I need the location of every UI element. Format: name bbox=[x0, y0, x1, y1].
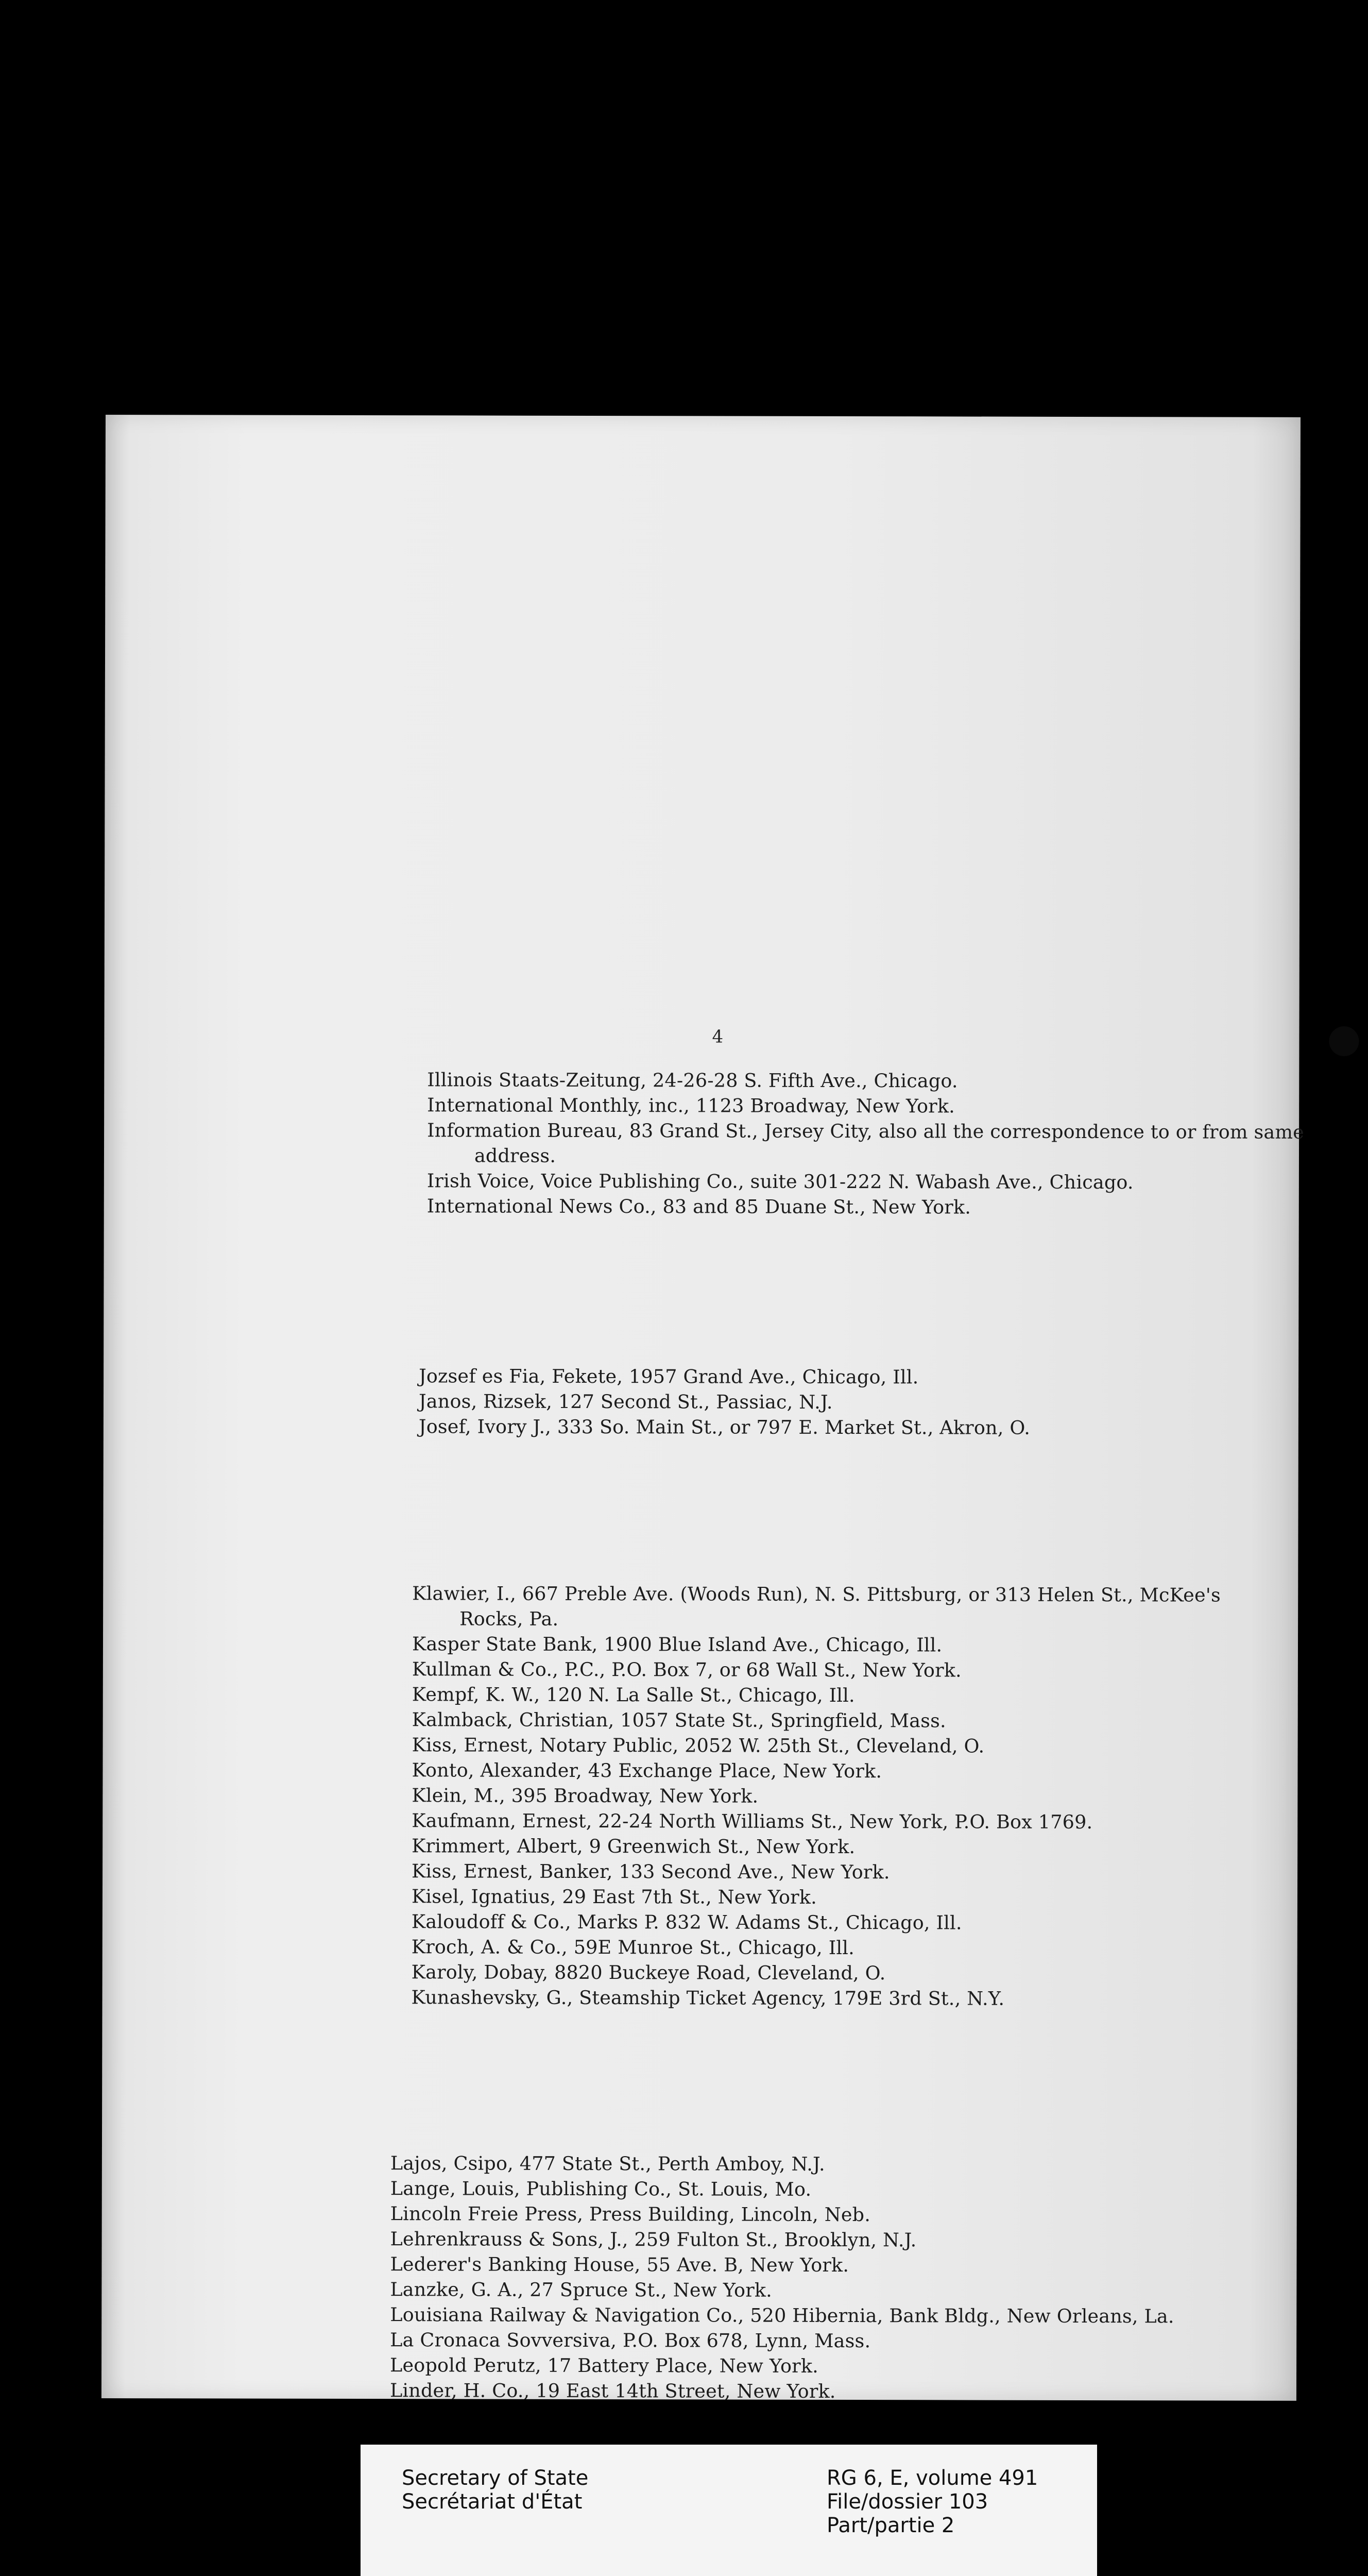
list-item: Lederer's Banking House, 55 Ave. B, New York. bbox=[390, 2253, 849, 2277]
entry-line: Information Bureau, 83 Grand St., Jersey City, also all the correspondence to or from same bbox=[427, 1119, 1305, 1143]
document-page bbox=[101, 415, 1305, 2402]
section-j-entries bbox=[419, 1363, 1031, 1440]
list-item: Lange, Louis, Publishing Co., St. Louis, Mo. bbox=[390, 2177, 812, 2200]
fonds-label-fr: Secrétariat d'État bbox=[402, 2490, 583, 2514]
list-item: Konto, Alexander, 43 Exchange Place, New York. bbox=[412, 1759, 882, 1783]
list-item bbox=[412, 1581, 1221, 1633]
list-item: Kiss, Ernest, Banker, 133 Second Ave., New York. bbox=[412, 1860, 890, 1884]
list-item: Illinois Staats-Zeitung, 24-26-28 S. Fifth Ave., Chicago. bbox=[427, 1069, 958, 1092]
entry-continuation: address. bbox=[474, 1144, 556, 1167]
list-item: Lincoln Freie Press, Press Building, Lincoln, Neb. bbox=[390, 2202, 871, 2226]
punch-hole bbox=[1329, 1026, 1359, 1056]
list-item: Krimmert, Albert, 9 Greenwich St., New York. bbox=[412, 1835, 856, 1858]
fonds-label bbox=[402, 2466, 588, 2514]
list-item: Lanzke, G. A., 27 Spruce St., New York. bbox=[390, 2278, 773, 2301]
section-l-entries bbox=[390, 2150, 1174, 2404]
section-i-entries bbox=[427, 1067, 1305, 1221]
list-item: Kalmback, Christian, 1057 State St., Springfield, Mass. bbox=[412, 1708, 946, 1732]
list-item: Kaloudoff & Co., Marks P. 832 W. Adams St., Chicago, Ill. bbox=[411, 1910, 962, 1934]
list-item: Linder, H. Co., 19 East 14th Street, New York. bbox=[389, 2379, 836, 2402]
reference-volume: RG 6, E, volume 491 bbox=[827, 2466, 1038, 2490]
reference-file: File/dossier 103 bbox=[827, 2490, 988, 2514]
list-item: Kullman & Co., P.C., P.O. Box 7, or 68 Wall St., New York. bbox=[412, 1658, 962, 1682]
list-item: International Monthly, inc., 1123 Broadway, New York. bbox=[427, 1094, 955, 1117]
list-item: Irish Voice, Voice Publishing Co., suite 301-222 N. Wabash Ave., Chicago. bbox=[426, 1170, 1134, 1194]
list-item: Janos, Rizsek, 127 Second St., Passiac, N.J. bbox=[418, 1390, 833, 1413]
list-item: Lehrenkrauss & Sons, J., 259 Fulton St., Brooklyn, N.J. bbox=[390, 2228, 917, 2251]
fonds-label-en: Secretary of State bbox=[402, 2466, 589, 2490]
list-item: Lajos, Csipo, 477 State St., Perth Amboy, N.J. bbox=[390, 2152, 825, 2175]
list-item: La Cronaca Sovversiva, P.O. Box 678, Lynn, Mass. bbox=[390, 2329, 871, 2352]
list-item: Kisel, Ignatius, 29 East 7th St., New York. bbox=[411, 1885, 817, 1908]
list-item: Kasper State Bank, 1900 Blue Island Ave., Chicago, Ill. bbox=[412, 1633, 943, 1656]
list-item: Kiss, Ernest, Notary Public, 2052 W. 25th St., Cleveland, O. bbox=[412, 1734, 985, 1757]
list-item: International News Co., 83 and 85 Duane St., New York. bbox=[426, 1195, 971, 1218]
entry-continuation: Rocks, Pa. bbox=[459, 1607, 559, 1630]
list-item: Karoly, Dobay, 8820 Buckeye Road, Cleveland, O. bbox=[411, 1961, 886, 1985]
list-item: Klein, M., 395 Broadway, New York. bbox=[412, 1784, 759, 1807]
archive-label-card bbox=[361, 2445, 1097, 2576]
reference-label bbox=[827, 2466, 1038, 2537]
list-item: Josef, Ivory J., 333 So. Main St., or 797 E. Market St., Akron, O. bbox=[418, 1415, 1031, 1439]
list-item: Louisiana Railway & Navigation Co., 520 Hibernia, Bank Bldg., New Orleans, La. bbox=[390, 2303, 1174, 2328]
section-k-entries bbox=[412, 1581, 1221, 2011]
list-item bbox=[427, 1117, 1304, 1170]
list-item: Jozsef es Fia, Fekete, 1957 Grand Ave., Chicago, Ill. bbox=[419, 1365, 919, 1388]
page-number: 4 bbox=[712, 1026, 724, 1047]
list-item: Leopold Perutz, 17 Battery Place, New York. bbox=[390, 2354, 819, 2377]
list-item: Kunashevsky, G., Steamship Ticket Agency, 179E 3rd St., N.Y. bbox=[411, 1986, 1005, 2010]
list-item: Kempf, K. W., 120 N. La Salle St., Chicago, Ill. bbox=[412, 1683, 855, 1707]
list-item: Kaufmann, Ernest, 22-24 North Williams St., New York, P.O. Box 1769. bbox=[412, 1809, 1093, 1834]
entry-line: Klawier, I., 667 Preble Ave. (Woods Run), N. S. Pittsburg, or 313 Helen St., McKee's bbox=[412, 1582, 1221, 1606]
reference-part: Part/partie 2 bbox=[827, 2514, 955, 2537]
list-item: Kroch, A. & Co., 59E Munroe St., Chicago, Ill. bbox=[411, 1936, 855, 1959]
